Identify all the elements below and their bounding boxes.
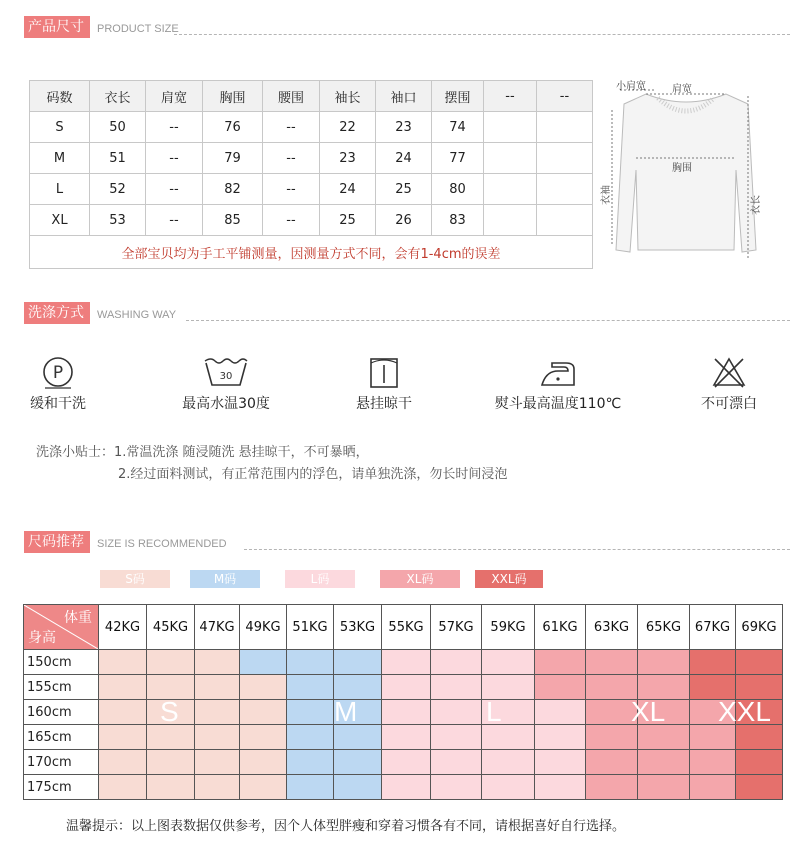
size-zone-cell (99, 775, 147, 800)
size-col-header: 腰围 (263, 81, 320, 112)
size-zone-cell (690, 650, 736, 675)
size-cell: 23 (320, 143, 376, 174)
size-zone-cell (535, 775, 586, 800)
size-cell: 80 (432, 174, 484, 205)
size-zone-cell (195, 725, 240, 750)
size-zone-cell (638, 650, 690, 675)
size-row (30, 143, 593, 174)
size-cell: 26 (376, 205, 432, 236)
size-zone-cell (586, 725, 638, 750)
size-zone-cell (736, 650, 783, 675)
height-row (24, 675, 783, 700)
wash-item-dry-clean (25, 355, 91, 413)
size-zone-cell (240, 750, 287, 775)
section-divider (244, 549, 790, 550)
size-zone-cell (382, 750, 431, 775)
size-zone-cell (382, 675, 431, 700)
size-cell: -- (146, 112, 203, 143)
size-zone-cell (99, 650, 147, 675)
legend-item: S码 (100, 570, 170, 588)
size-col-header: 袖口 (376, 81, 432, 112)
size-zone-cell (431, 675, 482, 700)
wash-label: 悬挂晾干 (356, 396, 412, 412)
size-cell: -- (146, 205, 203, 236)
size-cell: S (30, 112, 90, 143)
size-cell: XL (30, 205, 90, 236)
wash-label: 熨斗最高温度110℃ (494, 396, 622, 412)
size-zone-cell (382, 775, 431, 800)
garment-measurement-diagram (596, 80, 776, 265)
no-bleach-icon (711, 355, 747, 389)
wash-label: 不可漂白 (701, 396, 757, 412)
size-zone-cell (287, 675, 334, 700)
size-zone-cell (382, 700, 431, 725)
weight-header: 65KG (638, 605, 690, 650)
corner-cell (24, 605, 98, 649)
weight-header-row (24, 605, 783, 650)
size-zone-cell (99, 725, 147, 750)
size-zone-cell (586, 750, 638, 775)
size-zone-cell (535, 700, 586, 725)
weight-header: 67KG (690, 605, 736, 650)
size-zone-cell (535, 750, 586, 775)
size-zone-cell (586, 775, 638, 800)
size-zone-cell (736, 775, 783, 800)
height-row (24, 750, 783, 775)
size-zone-cell (287, 775, 334, 800)
height-axis-label: 身高 (28, 630, 56, 646)
wash-tip-2: 2.经过面料测试，有正常范围内的浮色，请单独洗涤，勿长时间浸泡 (118, 467, 508, 482)
size-col-header: 衣长 (90, 81, 146, 112)
shoulder-label: 肩宽 (672, 84, 692, 95)
size-zone-cell (334, 650, 382, 675)
size-zone-cell (482, 775, 535, 800)
size-cell (537, 112, 593, 143)
size-row (30, 174, 593, 205)
weight-header: 45KG (147, 605, 195, 650)
height-header: 165cm (24, 725, 99, 750)
size-cell (484, 112, 537, 143)
size-zone-cell (195, 700, 240, 725)
size-cell: M (30, 143, 90, 174)
size-zone-cell (147, 650, 195, 675)
measurement-note: 全部宝贝均为手工平铺测量，因测量方式不同，会有1-4cm的误差 (30, 236, 593, 269)
size-cell (537, 143, 593, 174)
iron-icon (538, 355, 578, 389)
size-zone-cell (99, 700, 147, 725)
size-zone-label: S (160, 696, 179, 727)
size-cell: -- (263, 112, 320, 143)
size-zone-cell (586, 700, 638, 725)
section-tag: 产品尺寸 (24, 16, 90, 38)
weight-header: 51KG (287, 605, 334, 650)
size-cell: 52 (90, 174, 146, 205)
size-zone-cell (690, 725, 736, 750)
weight-header: 63KG (586, 605, 638, 650)
svg-text:P: P (52, 363, 64, 383)
height-header: 175cm (24, 775, 99, 800)
size-zone-cell (99, 675, 147, 700)
wash-tub-30-icon (203, 355, 249, 389)
size-zone-cell (482, 725, 535, 750)
chest-label: 胸围 (672, 163, 692, 174)
dry-clean-p-icon (41, 355, 75, 389)
section-en-title: PRODUCT SIZE (97, 23, 179, 35)
size-zone-cell (482, 750, 535, 775)
size-cell: -- (263, 205, 320, 236)
weight-header: 47KG (195, 605, 240, 650)
size-zone-cell (195, 675, 240, 700)
size-cell: 22 (320, 112, 376, 143)
length-label: 衣长 (751, 195, 762, 215)
size-cell: 25 (376, 174, 432, 205)
size-col-header: 袖长 (320, 81, 376, 112)
weight-header: 49KG (240, 605, 287, 650)
size-zone-cell (586, 650, 638, 675)
size-zone-cell (431, 775, 482, 800)
size-zone-cell (431, 725, 482, 750)
size-zone-cell (240, 725, 287, 750)
size-cell: 24 (320, 174, 376, 205)
size-cell: -- (263, 143, 320, 174)
size-zone-cell (535, 675, 586, 700)
size-zone-label: XL (631, 696, 666, 727)
wash-item-hang-dry (349, 355, 419, 413)
size-zone-cell (195, 775, 240, 800)
legend-item: L码 (285, 570, 355, 588)
size-col-header: -- (537, 81, 593, 112)
section-divider (174, 34, 790, 35)
size-zone-cell (334, 775, 382, 800)
size-zone-cell (147, 750, 195, 775)
height-row (24, 700, 783, 725)
height-header: 170cm (24, 750, 99, 775)
weight-header: 42KG (99, 605, 147, 650)
weight-header: 57KG (431, 605, 482, 650)
weight-header: 55KG (382, 605, 431, 650)
size-cell (484, 205, 537, 236)
size-row (30, 112, 593, 143)
size-cell: -- (146, 174, 203, 205)
size-cell: 76 (203, 112, 263, 143)
size-zone-cell (482, 650, 535, 675)
section-divider (186, 320, 790, 321)
legend-item: XL码 (380, 570, 460, 588)
size-col-header: -- (484, 81, 537, 112)
size-cell: L (30, 174, 90, 205)
wash-item-water-temp (176, 355, 276, 413)
size-cell: 74 (432, 112, 484, 143)
size-zone-cell (638, 725, 690, 750)
size-zone-cell (195, 750, 240, 775)
size-cell (484, 143, 537, 174)
size-zone-label: M (334, 696, 358, 727)
size-zone-cell (690, 775, 736, 800)
weight-header: 53KG (334, 605, 382, 650)
size-zone-cell (334, 725, 382, 750)
weight-header: 69KG (736, 605, 783, 650)
size-cell (484, 174, 537, 205)
section-en-title: WASHING WAY (97, 309, 177, 321)
size-zone-cell (431, 700, 482, 725)
wash-temp-badge: 30 (219, 371, 233, 382)
size-cell: -- (146, 143, 203, 174)
legend-item: XXL码 (475, 570, 543, 588)
size-col-header: 摆围 (432, 81, 484, 112)
size-cell: 53 (90, 205, 146, 236)
size-zone-cell (535, 725, 586, 750)
size-zone-cell (287, 700, 334, 725)
small-shoulder-label: 小肩宽 (616, 81, 646, 92)
size-zone-cell (99, 750, 147, 775)
wash-label: 缓和干洗 (30, 396, 86, 412)
size-zone-cell (240, 700, 287, 725)
size-zone-cell (638, 775, 690, 800)
section-tag: 洗涤方式 (24, 302, 90, 324)
legend-item: M码 (190, 570, 260, 588)
weight-axis-label: 体重 (64, 610, 92, 626)
footer-note: 温馨提示：以上图表数据仅供参考，因个人体型胖瘦和穿着习惯各有不同，请根据喜好自行选择。 (66, 819, 626, 834)
size-zone-cell (287, 725, 334, 750)
size-zone-cell (535, 650, 586, 675)
size-cell (537, 174, 593, 205)
wash-tip-1: 洗涤小贴士：1.常温洗涤 随浸随洗 悬挂晾干，不可暴晒， (36, 445, 369, 460)
size-cell: 82 (203, 174, 263, 205)
size-cell (537, 205, 593, 236)
size-zone-cell (638, 750, 690, 775)
size-cell: 50 (90, 112, 146, 143)
wash-label: 最高水温30度 (182, 396, 270, 412)
size-cell: 85 (203, 205, 263, 236)
size-cell: 79 (203, 143, 263, 174)
size-header-row (30, 81, 593, 112)
size-cell: 24 (376, 143, 432, 174)
size-recommend-table (23, 604, 783, 800)
size-cell: 25 (320, 205, 376, 236)
size-col-header: 胸围 (203, 81, 263, 112)
size-zone-cell (736, 750, 783, 775)
size-zone-cell (334, 750, 382, 775)
size-zone-cell (382, 725, 431, 750)
size-zone-cell (382, 650, 431, 675)
height-row (24, 725, 783, 750)
height-header: 150cm (24, 650, 99, 675)
hang-dry-icon (369, 355, 399, 389)
size-zone-cell (431, 650, 482, 675)
size-col-header: 码数 (30, 81, 90, 112)
size-row (30, 205, 593, 236)
size-zone-cell (240, 775, 287, 800)
size-zone-cell (431, 750, 482, 775)
size-zone-label: XXL (718, 696, 771, 727)
section-tag: 尺码推荐 (24, 531, 90, 553)
height-header: 160cm (24, 700, 99, 725)
height-header: 155cm (24, 675, 99, 700)
size-zone-cell (147, 775, 195, 800)
size-cell: -- (263, 174, 320, 205)
size-zone-cell (736, 725, 783, 750)
size-cell: 51 (90, 143, 146, 174)
wash-item-iron (488, 355, 628, 413)
size-zone-cell (287, 750, 334, 775)
height-row (24, 650, 783, 675)
weight-header: 59KG (482, 605, 535, 650)
size-cell: 83 (432, 205, 484, 236)
size-zone-cell (195, 650, 240, 675)
size-table (29, 80, 593, 269)
section-en-title: SIZE IS RECOMMENDED (97, 538, 227, 550)
size-cell: 23 (376, 112, 432, 143)
size-zone-cell (240, 675, 287, 700)
sleeve-label: 衣袖 (601, 185, 612, 205)
size-zone-cell (287, 650, 334, 675)
size-zone-cell (586, 675, 638, 700)
height-row (24, 775, 783, 800)
size-zone-label: L (486, 696, 502, 727)
weight-header: 61KG (535, 605, 586, 650)
size-cell: 77 (432, 143, 484, 174)
size-zone-cell (240, 650, 287, 675)
size-col-header: 肩宽 (146, 81, 203, 112)
size-zone-cell (147, 725, 195, 750)
wash-item-no-bleach (694, 355, 764, 413)
size-zone-cell (690, 750, 736, 775)
